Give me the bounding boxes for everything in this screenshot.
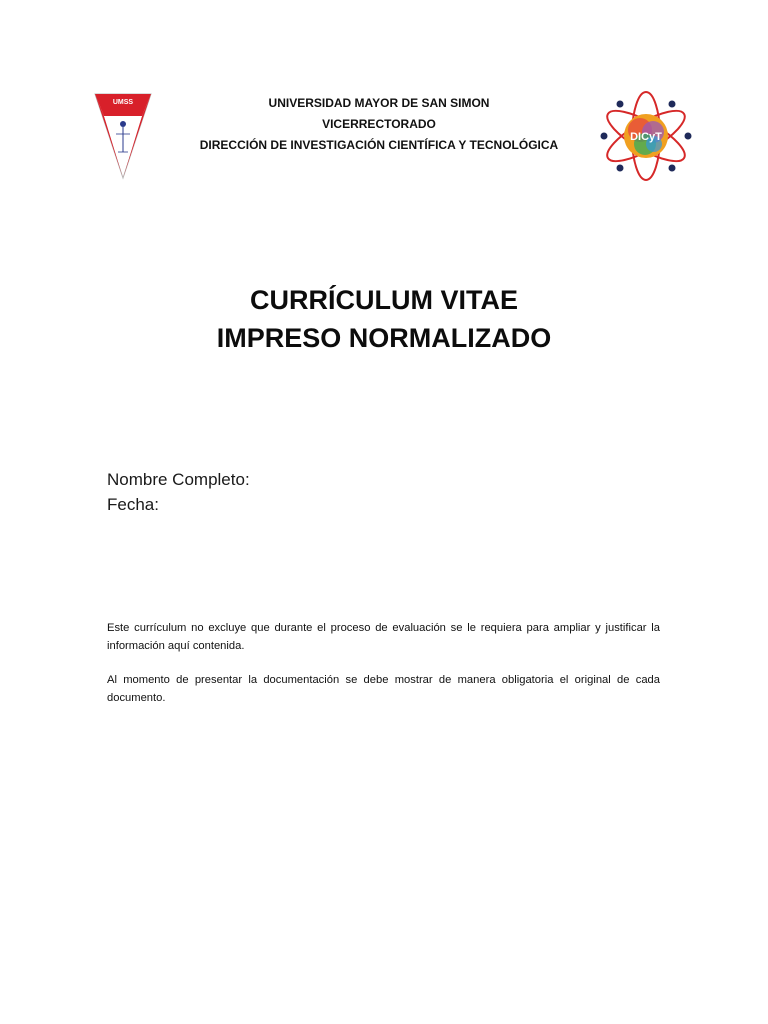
umss-logo-text: UMSS — [112, 99, 134, 106]
vicerrectorado-name: VICERRECTORADO — [322, 117, 436, 131]
form-fields — [107, 467, 250, 517]
notes-section — [107, 619, 660, 723]
note-paragraph-2: Al momento de presentar la documentación se debe mostrar de manera obligatoria el original de cada documento. — [107, 674, 660, 704]
note-paragraph-1: Este currículum no excluye que durante el proceso de evaluación se le requiera para ampliar y justificar la información aquí contenida. — [107, 622, 660, 652]
title-line-1: CURRÍCULUM VITAE — [250, 285, 518, 315]
university-name: UNIVERSIDAD MAYOR DE SAN SIMON — [268, 96, 490, 110]
dicyt-atom-logo — [598, 88, 694, 184]
dicyt-logo-text: DICyT — [630, 131, 662, 143]
document-title — [0, 281, 768, 357]
title-line-2: IMPRESO NORMALIZADO — [216, 323, 552, 353]
direction-name: DIRECCIÓN DE INVESTIGACIÓN CIENTÍFICA Y TECNOLÓGICA — [199, 138, 559, 152]
institution-header — [160, 93, 598, 156]
full-name-label: Nombre Completo: — [107, 470, 250, 489]
date-label: Fecha: — [107, 495, 159, 514]
umss-shield-logo — [92, 90, 154, 180]
